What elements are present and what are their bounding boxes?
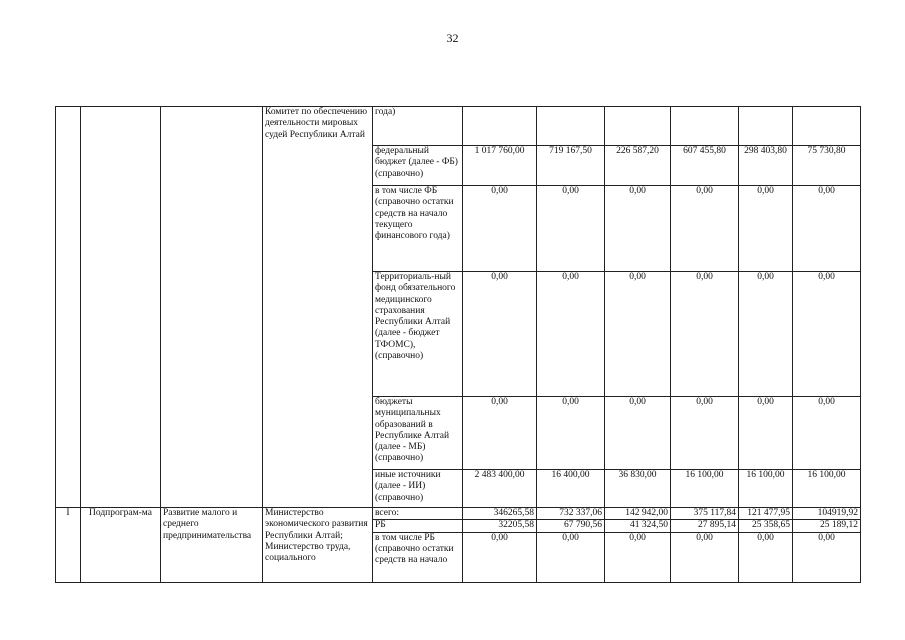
value-cell: 0,00	[671, 532, 739, 582]
value-cell: 0,00	[671, 272, 739, 397]
value-cell: 0,00	[793, 186, 861, 272]
value-cell: 0,00	[463, 272, 537, 397]
source-cell: Территориаль-ный фонд обязательного медицинского страхования Республики Алтай (далее - бюджет ТФОМС), (справочно)	[373, 272, 463, 397]
budget-table	[55, 106, 861, 583]
value-cell: 1 017 760,00	[463, 146, 537, 186]
subprogram-name: Развитие малого и среднего предпринимательства	[161, 508, 263, 583]
value-cell: 16 400,00	[537, 470, 605, 508]
type-cell-empty	[81, 107, 161, 508]
value-cell: 104919,92	[793, 508, 861, 520]
table-row	[56, 107, 861, 146]
value-cell: 0,00	[463, 397, 537, 470]
value-cell	[605, 107, 671, 146]
value-cell: 375 117,84	[671, 508, 739, 520]
value-cell: 226 587,20	[605, 146, 671, 186]
value-cell: 0,00	[671, 186, 739, 272]
value-cell	[537, 107, 605, 146]
value-cell: 0,00	[537, 186, 605, 272]
value-cell: 121 477,95	[739, 508, 793, 520]
value-cell	[793, 107, 861, 146]
value-cell: 732 337,06	[537, 508, 605, 520]
value-cell: 298 403,80	[739, 146, 793, 186]
value-cell	[671, 107, 739, 146]
executor-cell: Министерство экономического развития Республики Алтай; Министерство труда, социального	[263, 508, 373, 583]
source-cell: в том числе ФБ (справочно остатки средств на начало текущего финансового года)	[373, 186, 463, 272]
source-cell: года)	[373, 107, 463, 146]
source-cell: бюджеты муниципальных образований в Республике Алтай (далее - МБ) (справочно)	[373, 397, 463, 470]
table-row	[56, 508, 861, 520]
value-cell: 0,00	[537, 397, 605, 470]
value-cell: 0,00	[739, 186, 793, 272]
value-cell: 0,00	[793, 397, 861, 470]
subprogram-number: I	[56, 508, 81, 583]
value-cell: 719 167,50	[537, 146, 605, 186]
source-cell: федеральный бюджет (далее - ФБ) (справочно)	[373, 146, 463, 186]
value-cell: 16 100,00	[739, 470, 793, 508]
value-cell: 0,00	[605, 186, 671, 272]
value-cell: 0,00	[463, 186, 537, 272]
value-cell: 32205,58	[463, 520, 537, 532]
value-cell: 2 483 400,00	[463, 470, 537, 508]
executor-cell: Комитет по обеспечению деятельности мировых судей Республики Алтай	[263, 107, 373, 508]
value-cell: 67 790,56	[537, 520, 605, 532]
value-cell: 0,00	[793, 272, 861, 397]
value-cell: 0,00	[793, 532, 861, 582]
source-cell: всего:	[373, 508, 463, 520]
value-cell: 0,00	[739, 272, 793, 397]
source-cell: иные источники (далее - ИИ) (справочно)	[373, 470, 463, 508]
source-cell: РБ	[373, 520, 463, 532]
value-cell: 16 100,00	[793, 470, 861, 508]
value-cell: 0,00	[605, 532, 671, 582]
value-cell: 41 324,50	[605, 520, 671, 532]
value-cell: 27 895,14	[671, 520, 739, 532]
value-cell: 346265,58	[463, 508, 537, 520]
value-cell: 0,00	[739, 532, 793, 582]
page-number: 32	[446, 31, 459, 45]
value-cell: 607 455,80	[671, 146, 739, 186]
value-cell: 25 358,65	[739, 520, 793, 532]
value-cell: 142 942,00	[605, 508, 671, 520]
value-cell: 0,00	[463, 532, 537, 582]
value-cell	[463, 107, 537, 146]
value-cell: 16 100,00	[671, 470, 739, 508]
source-cell: в том числе РБ (справочно остатки средств на начало	[373, 532, 463, 582]
value-cell: 0,00	[739, 397, 793, 470]
number-cell-empty	[56, 107, 81, 508]
value-cell: 0,00	[605, 272, 671, 397]
name-cell-empty	[161, 107, 263, 508]
value-cell	[739, 107, 793, 146]
value-cell: 36 830,00	[605, 470, 671, 508]
value-cell: 0,00	[537, 532, 605, 582]
value-cell: 75 730,80	[793, 146, 861, 186]
value-cell: 0,00	[537, 272, 605, 397]
value-cell: 0,00	[605, 397, 671, 470]
value-cell: 0,00	[671, 397, 739, 470]
value-cell: 25 189,12	[793, 520, 861, 532]
subprogram-type: Подпрограм-ма	[81, 508, 161, 583]
